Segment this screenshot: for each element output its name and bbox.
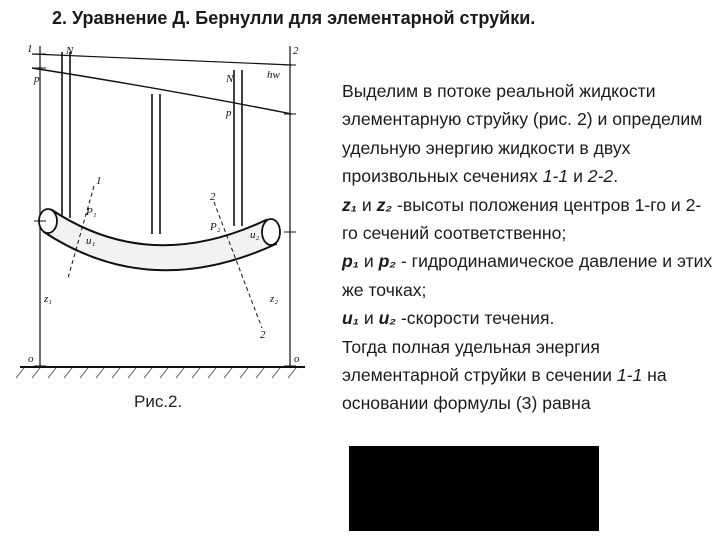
piezometric-line	[32, 68, 292, 114]
label-u1: u₁	[86, 235, 96, 247]
label-P2: P₂	[210, 221, 221, 233]
label-P1: P₁	[86, 206, 97, 218]
piezometer-tube-3	[234, 70, 242, 226]
figure-caption: Рис.2.	[134, 392, 183, 411]
bernoulli-figure	[0, 40, 310, 400]
label-o-right: o	[294, 353, 300, 365]
section-2-ellipse	[262, 219, 280, 245]
label-u2: u₂	[250, 229, 260, 241]
paragraph-intro: Выделим в потоке реальной жидкости элементарную струйку (рис. 2) и определим удельную энергию жидкости в двух произвольных сечениях 1-1 и 2-2.	[342, 81, 703, 187]
label-N-left: N	[66, 45, 74, 57]
label-p-right: p	[226, 107, 232, 119]
paragraph-u: u₁ и u₂ -скорости течения.	[342, 308, 555, 329]
label-z2: z₂	[270, 293, 279, 305]
body-text	[322, 77, 716, 418]
piezometer-tube-1	[62, 52, 70, 220]
formula-image	[349, 446, 599, 531]
slide-title: 2. Уравнение Д. Бернулли для элементарной струйки.	[52, 8, 536, 28]
ground-hatch	[16, 368, 296, 378]
label-2-bottom: 2	[260, 329, 266, 341]
label-1-lower: 1	[96, 175, 102, 187]
label-1-top: 1	[27, 43, 33, 55]
section-2-line	[214, 202, 262, 328]
paragraph-final: Тогда полная удельная энергия элементарной струйки в сечении 1-1 на основании формулы (3) равна	[342, 336, 667, 414]
dimension-marks	[34, 54, 296, 366]
label-p-left: p	[34, 73, 40, 85]
label-2-lower: 2	[210, 191, 216, 203]
paragraph-p: p₁ и p₂ - гидродинамическое давление и этих же точках;	[342, 251, 713, 300]
label-hw: hw	[267, 69, 280, 81]
piezometer-tube-2	[152, 94, 160, 234]
label-2-top: 2	[293, 45, 299, 57]
label-N-right: N	[226, 73, 234, 85]
paragraph-z: z₁ и z₂ -высоты положения центров 1-го и 2-го сечений соответственно;	[342, 194, 702, 244]
label-o-left: o	[28, 353, 34, 365]
label-z1: z₁	[44, 293, 53, 305]
